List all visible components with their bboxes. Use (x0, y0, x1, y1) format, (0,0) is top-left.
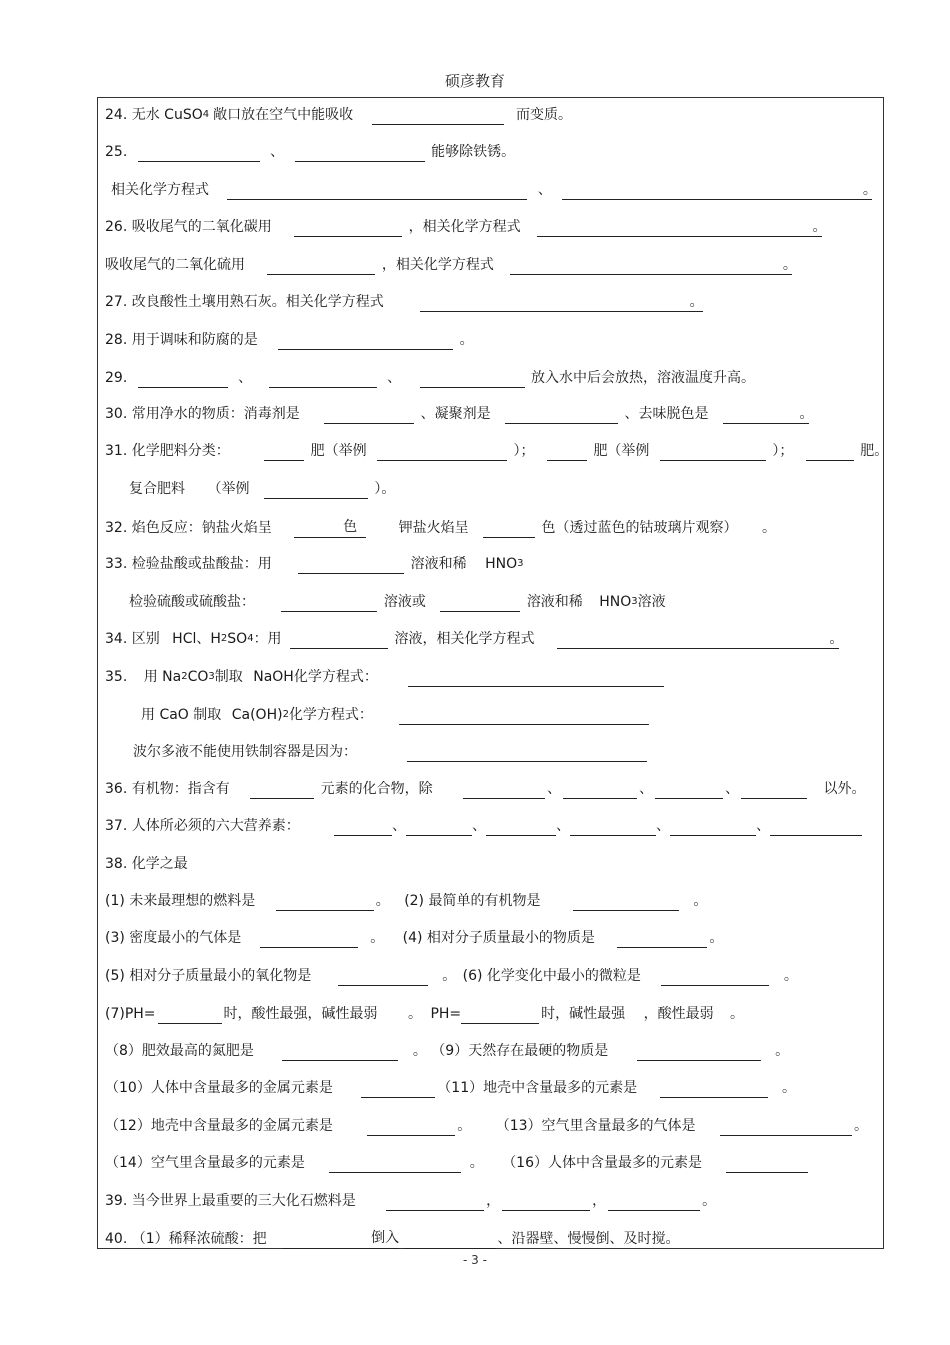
answer-blank[interactable] (723, 409, 809, 424)
answer-blank[interactable] (573, 896, 679, 911)
answer-blank[interactable] (440, 597, 520, 612)
answer-blank[interactable] (563, 784, 637, 799)
answer-blank[interactable] (483, 523, 535, 538)
answer-blank[interactable] (408, 672, 664, 687)
q32: 32. 焰色反应：钠盐火焰呈 色 钾盐火焰呈 色（透过蓝色的钴玻璃片观察） 。 (105, 519, 776, 536)
q36: 36. 有机物：指含有 元素的化合物，除 、 、 、 以外。 (105, 781, 866, 797)
answer-blank[interactable] (741, 784, 807, 799)
answer-blank[interactable] (269, 373, 377, 388)
q38-row1: (1) 未来最理想的燃料是 。 (2) 最简单的有机物是 。 (105, 893, 708, 909)
answer-blank[interactable] (655, 784, 723, 799)
q25-equation: 相关化学方程式 、 。 (111, 182, 877, 198)
answer-blank[interactable] (486, 821, 556, 836)
answer-blank[interactable] (637, 1046, 761, 1061)
answer-blank[interactable] (670, 821, 756, 836)
answer-blank[interactable] (562, 185, 872, 200)
answer-blank[interactable] (404, 1234, 496, 1249)
answer-blank[interactable] (386, 1196, 484, 1211)
answer-blank[interactable] (537, 222, 822, 237)
answer-blank[interactable] (407, 747, 647, 762)
answer-blank[interactable] (547, 446, 587, 461)
answer-blank[interactable] (281, 597, 377, 612)
answer-blank[interactable] (227, 185, 527, 200)
answer-blank[interactable] (505, 409, 618, 424)
answer-blank[interactable] (406, 821, 472, 836)
answer-blank[interactable] (294, 222, 402, 237)
answer-blank[interactable] (329, 1158, 461, 1173)
answer-blank[interactable] (726, 1158, 808, 1173)
answer-blank[interactable] (260, 933, 358, 948)
subscript: 4 (202, 109, 210, 120)
answer-blank[interactable] (138, 147, 260, 162)
answer-blank[interactable] (608, 1196, 700, 1211)
q33-sulfate: 检验硫酸或硫酸盐： 溶液或 溶液和稀 HNO3溶液 (129, 594, 666, 610)
q38-row2: (3) 密度最小的气体是 。 (4) 相对分子质量最小的物质是 。 (105, 930, 724, 946)
worksheet-frame (97, 97, 889, 1249)
answer-blank[interactable] (267, 260, 375, 275)
answer-blank[interactable] (770, 821, 862, 836)
q34: 34. 区别 HCl、H2SO4：用 溶液，相关化学方程式 。 (105, 631, 844, 647)
q37: 37. 人体所必须的六大营养素： 、 、 、 、 、 (105, 816, 862, 836)
answer-blank[interactable] (138, 373, 228, 388)
q26: 26. 吸收尾气的二氧化碳用 ，相关化学方程式 。 (105, 219, 827, 235)
q29: 29. 、 、 放入水中后会放热，溶液温度升高。 (105, 370, 755, 386)
answer-blank[interactable] (570, 821, 656, 836)
answer-blank[interactable] (283, 1234, 371, 1249)
answer-blank[interactable] (276, 896, 374, 911)
answer-blank[interactable] (557, 634, 839, 649)
answer-blank[interactable] (461, 1009, 539, 1024)
q26-so2: 吸收尾气的二氧化硫用 ，相关化学方程式 。 (105, 257, 797, 273)
answer-blank[interactable] (264, 446, 304, 461)
page-number: - 3 - (463, 1253, 487, 1267)
answer-blank[interactable] (367, 1121, 455, 1136)
answer-blank[interactable] (377, 446, 507, 461)
answer-blank[interactable] (806, 446, 854, 461)
answer-blank[interactable] (278, 335, 453, 350)
q35-caoh: 用 CaO 制取 Ca(OH)2化学方程式： (141, 705, 651, 725)
answer-blank[interactable] (420, 373, 525, 388)
answer-blank[interactable] (264, 484, 368, 499)
q38-row8: （14）空气里含量最多的元素是 。 （16）人体中含量最多的元素是 (105, 1153, 810, 1173)
q31-compound: 复合肥料 （举例 ）。 (129, 481, 396, 497)
q38-row5: （8）肥效最高的氮肥是 。 （9）天然存在最硬的物质是 。 (105, 1043, 790, 1059)
q24: 24. 无水 CuSO4 敞口放在空气中能吸收 而变质。 (105, 107, 573, 123)
answer-blank[interactable] (372, 110, 504, 125)
q35-bordeaux: 波尔多液不能使用铁制容器是因为： (133, 742, 649, 762)
q31: 31. 化学肥料分类： 肥（举例 ）； 肥（举例 ）； 肥。 (105, 443, 889, 459)
answer-blank[interactable] (338, 971, 428, 986)
q40: 40. （1）稀释浓硫酸：把 倒入 、沿器壁、慢慢倒、及时搅。 (105, 1230, 680, 1247)
q30: 30. 常用净水的物质：消毒剂是 、凝聚剂是 、去味脱色是 。 (105, 406, 814, 422)
q38-row7: （12）地壳中含量最多的金属元素是 。 （13）空气里含量最多的气体是 。 (105, 1118, 869, 1134)
q38-row6: （10）人体中含量最多的金属元素是 （11）地壳中含量最多的元素是 。 (105, 1080, 797, 1096)
q27: 27. 改良酸性土壤用熟石灰。相关化学方程式 。 (105, 294, 704, 310)
answer-blank[interactable] (720, 1121, 852, 1136)
q38-title: 38. 化学之最 (105, 856, 188, 872)
answer-blank[interactable] (502, 1196, 590, 1211)
answer-blank[interactable]: 倒入 (371, 1228, 399, 1249)
q38-row4: (7)PH= 时，酸性最强，碱性最弱 。 PH= 时，碱性最强 ，酸性最弱 。 (105, 1006, 745, 1022)
q39: 39. 当今世界上最重要的三大化石燃料是 ， ， 。 (105, 1193, 717, 1209)
answer-blank[interactable]: 色 (294, 517, 366, 538)
answer-blank[interactable] (334, 821, 392, 836)
answer-blank[interactable] (324, 409, 414, 424)
answer-blank[interactable] (660, 1083, 768, 1098)
answer-blank[interactable] (420, 297, 703, 312)
q35: 35. 用 Na2CO3制取 NaOH化学方程式： (105, 667, 666, 687)
answer-blank[interactable] (463, 784, 545, 799)
answer-blank[interactable] (158, 1009, 222, 1024)
answer-blank[interactable] (399, 710, 649, 725)
answer-blank[interactable] (250, 784, 314, 799)
answer-blank[interactable] (290, 634, 388, 649)
q33: 33. 检验盐酸或盐酸盐：用 溶液和稀 HNO3 (105, 556, 524, 572)
answer-blank[interactable] (660, 446, 766, 461)
answer-blank[interactable] (295, 147, 425, 162)
answer-blank[interactable] (298, 559, 404, 574)
answer-blank[interactable] (361, 1083, 435, 1098)
q28: 28. 用于调味和防腐的是 。 (105, 332, 474, 348)
answer-blank[interactable] (617, 933, 707, 948)
answer-blank[interactable] (282, 1046, 398, 1061)
q25: 25. 、 能够除铁锈。 (105, 144, 516, 160)
q38-row3: (5) 相对分子质量最小的氧化物是 。 (6) 化学变化中最小的微粒是 。 (105, 968, 798, 984)
answer-blank[interactable] (661, 971, 769, 986)
answer-blank[interactable] (510, 260, 792, 275)
page-header: 硕彦教育 (444, 72, 505, 90)
